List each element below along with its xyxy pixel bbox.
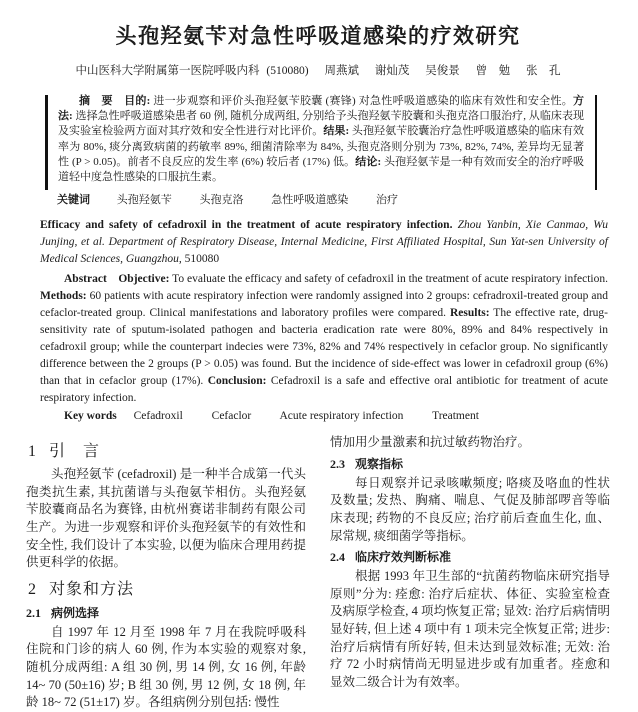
cn-methods-text: 选择急性呼吸道感染患者 60 例, 随机分成两组, 分别给予头孢羟氨苄胶囊和头孢克洛口服治疗, 从临床表现及实验室检验两方面对其疗效和安全性进行对比评价。 bbox=[58, 110, 584, 138]
cn-results-text: 头孢羟氨苄胶囊治疗急性呼吸道感染的临床有效率为 80%, 痰分离致病菌的药敏率 89%, 细菌清除率为 84%, 头孢克洛则分别为 73%, 82%, 74%, 差异均无显著性 (P > 0.05)。前者不良反应的发生率 (6%) 较后者 (17%) 低。 bbox=[58, 125, 585, 168]
section-1-title: 引 言 bbox=[49, 443, 101, 461]
en-keyword: Cefaclor bbox=[211, 410, 252, 423]
en-abstract-paragraph bbox=[40, 271, 608, 407]
section-2-heading bbox=[28, 576, 306, 599]
byline bbox=[26, 62, 610, 78]
cn-keyword: 急性呼吸道感染 bbox=[271, 194, 349, 207]
cn-objective-label: 目的: bbox=[124, 95, 151, 107]
affiliation-postcode: (510080) bbox=[266, 65, 309, 77]
cn-keywords bbox=[26, 191, 610, 207]
section-2-3-number: 2.3 bbox=[330, 456, 345, 471]
en-keyword: Cefadroxil bbox=[133, 410, 183, 423]
section-2-2-continuation: 情加用少量激素和抗过敏药物治疗。 bbox=[330, 435, 531, 450]
en-authors: Zhou Yanbin, Xie Canmao, Wu Junjing, et al. bbox=[40, 219, 608, 249]
section-2-3-title: 观察指标 bbox=[355, 456, 404, 471]
cn-abstract-box bbox=[45, 94, 597, 185]
section-1-paragraph: 头孢羟氨苄 (cefadroxil) 是一种半合成第一代头孢类抗生素, 其抗菌谱与头孢氨苄相仿。头孢羟氨苄胶囊商品名为赛锋, 由杭州赛诺非制药有限公司生产。为进一步观察和评价头孢羟氨苄的有效性和安全性, 我们设计了本实验, 以便为临床合理用药提供更科学的依据。 bbox=[26, 467, 306, 570]
two-column-body bbox=[26, 434, 610, 712]
en-title: Efficacy and safety of cefadroxil in the treatment of acute respiratory infection. bbox=[40, 219, 453, 232]
cn-conclusion-text: 头孢羟氨苄是一种有效而安全的治疗呼吸道轻中度急性感染的口服抗生素。 bbox=[58, 155, 585, 184]
section-2-3-heading bbox=[330, 455, 610, 472]
en-keyword: Acute respiratory infection bbox=[279, 410, 404, 423]
cn-abstract-label: 摘 要 bbox=[79, 95, 113, 107]
author-name: 吴俊景 bbox=[425, 65, 460, 77]
author-name: 张 孔 bbox=[525, 65, 561, 77]
cn-abstract-paragraph bbox=[58, 94, 584, 185]
en-keywords bbox=[26, 410, 610, 422]
left-column bbox=[26, 434, 306, 712]
author-name: 谢灿茂 bbox=[374, 65, 410, 77]
en-conclusion-text: Cefadroxil is a safe and effective oral antibiotic for treatment of acute respiratory infection. bbox=[40, 375, 608, 405]
cn-methods-label: 方法: bbox=[58, 95, 585, 123]
cn-keyword: 头孢羟氨苄 bbox=[116, 194, 172, 207]
right-column bbox=[330, 434, 610, 712]
cn-keyword: 治疗 bbox=[376, 194, 398, 207]
en-conclusion-label: Conclusion: bbox=[207, 375, 267, 388]
cn-keywords-label: 关键词 bbox=[57, 194, 90, 207]
en-results-text: The effective rate, drug-sensitivity rate of sputum-isolated pathogen and bacteria eradication rate were 80%, 89% and 84% respectively in cefadroxil group; while the counterpart indecies were 73%, 82% and 74% respectively in cefaclor group. No significantly difference between the 2 groups (P > 0.05) was found. But the incidence of side-effect was lower in cefadroxil group (6%) than that in cefaclor group (17%). bbox=[40, 307, 608, 388]
en-affiliation: Department of Respiratory Disease, Internal Medicine, First Affiliated Hospital, Sun Yat-sen University of Medical Sciences, Guangzhou, bbox=[40, 236, 608, 266]
section-2-4-title: 临床疗效判断标准 bbox=[355, 550, 452, 565]
en-methods-text: 60 patients with acute respiratory infection were randomly assigned into 2 groups: cefradroxil-treated group and cefaclor-treated group. Clinical manifestations and laboratory profiles were compared. bbox=[40, 290, 608, 320]
paper-title: 头孢羟氨苄对急性呼吸道感染的疗效研究 bbox=[115, 24, 521, 48]
section-2-4-heading bbox=[330, 548, 610, 565]
cn-objective-text: 进一步观察和评价头孢羟氨苄胶囊 (赛锋) 对急性呼吸道感染的临床有效性和安全性。 bbox=[150, 95, 574, 107]
en-results-label: Results: bbox=[449, 307, 490, 320]
en-keyword: Treatment bbox=[432, 410, 479, 423]
en-postcode: 510080 bbox=[181, 253, 220, 266]
section-2-3-paragraph: 每日观察并记录咳嗽频度; 咯痰及咯血的性状及数量; 发热、胸痛、喘息、气促及肺部啰音等临床表现; 药物的不良反应; 治疗前后查血生化, 血、尿常规, 痰细菌学等指标。 bbox=[330, 475, 610, 543]
section-2-1-title: 病例选择 bbox=[51, 605, 100, 620]
section-2-1-paragraph: 自 1997 年 12 月至 1998 年 7 月在我院呼吸科住院和门诊的病人 60 例, 作为本实验的观察对象, 随机分成两组: A 组 30 例, 男 14 例, 女 16 例, 年龄 14~ 70 (50±16) 岁; B 组 30 例, 男 12 例, 女 18 例, 年龄 18~ 72 (51±17) 岁。各组病例分别包括: 慢性 bbox=[26, 624, 306, 710]
en-objective-label: Objective: bbox=[106, 273, 170, 286]
section-2-title: 对象和方法 bbox=[49, 580, 135, 598]
en-citation bbox=[40, 217, 608, 268]
author-name: 曾 勉 bbox=[475, 65, 511, 77]
author-name: 周燕斌 bbox=[324, 65, 359, 77]
section-2-1-heading bbox=[26, 604, 306, 621]
section-1-number: 1 bbox=[28, 443, 36, 461]
section-2-1-number: 2.1 bbox=[26, 605, 41, 620]
cn-results-label: 结果: bbox=[323, 125, 350, 138]
section-2-4-number: 2.4 bbox=[330, 550, 345, 565]
en-abstract-label: Abstract bbox=[64, 273, 107, 286]
en-methods-label: Methods: bbox=[40, 290, 87, 303]
cn-conclusion-label: 结论: bbox=[355, 155, 382, 168]
cn-keyword: 头孢克洛 bbox=[199, 194, 244, 207]
section-1-heading bbox=[28, 438, 306, 461]
section-2-number: 2 bbox=[28, 580, 36, 598]
affiliation: 中山医科大学附属第一医院呼吸内科 bbox=[75, 65, 260, 77]
section-2-4-paragraph: 根据 1993 年卫生部的“抗菌药物临床研究指导原则”分为: 痊愈: 治疗后症状、体征、实验室检查及病原学检查, 4 项均恢复正常; 显效: 治疗后病情明显好转, 但上述 4 项中有 1 项未完全恢复正常; 进步: 治疗后病情有所好转, 但未达到显效标准; 无效: 治疗 72 小时病情尚无明显进步或有加重者。痊愈和显效二级合计为有效率。 bbox=[330, 569, 610, 689]
en-keywords-label: Key words bbox=[64, 410, 117, 423]
en-objective-text: To evaluate the efficacy and safety of cefadroxil in the treatment of acute respiratory infection. bbox=[169, 273, 608, 286]
